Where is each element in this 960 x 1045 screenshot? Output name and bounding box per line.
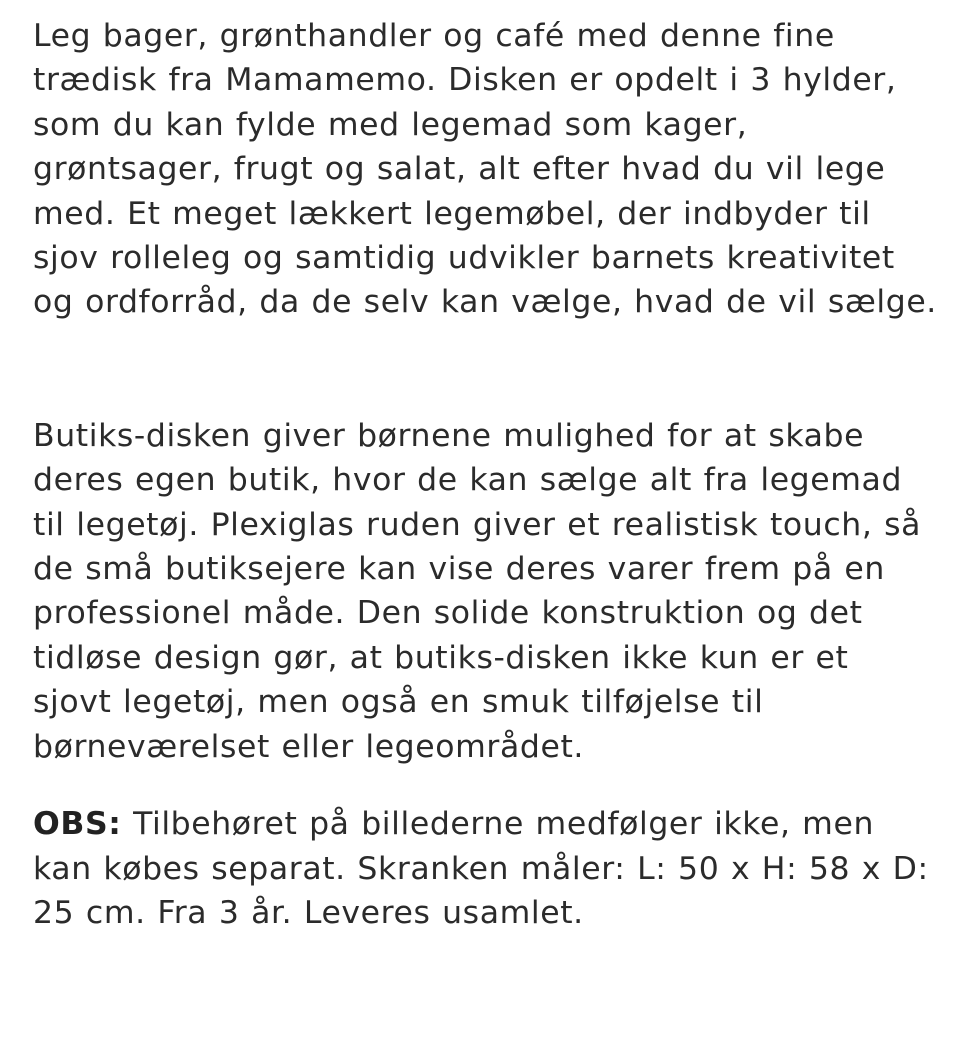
description-paragraph-obs bbox=[33, 802, 938, 935]
obs-text: Tilbehøret på billederne medfølger ikke, men kan købes separat. Skranken måler: L: 50 x H: 58 x D: 25 cm. Fra 3 år. Leveres usamlet. bbox=[33, 806, 929, 931]
description-paragraph-details: Butiks-disken giver børnene mulighed for at skabe deres egen butik, hvor de kan sælge alt fra legemad til legetøj. Plexiglas ruden giver et realistisk touch, så de små butiksejere kan vise deres varer frem på en professionel måde. Den solide konstruktion og det tidløse design gør, at butiks-disken ikke kun er et sjovt legetøj, men også en smuk tilføjelse til børneværelset eller legeområdet. bbox=[33, 417, 921, 765]
obs-label: OBS: bbox=[33, 806, 122, 843]
description-paragraph-intro: Leg bager, grønthandler og café med denne fine trædisk fra Mamamemo. Disken er opdelt i 3 hylder, som du kan fylde med legemad som kager, grøntsager, frugt og salat, alt efter hvad du vil lege med. Et meget lækkert legemøbel, der indbyder til sjov rolleleg og samtidig udvikler barnets kreativitet og ordforråd, da de selv kan vælge, hvad de vil sælge. bbox=[33, 18, 937, 321]
product-description bbox=[33, 14, 938, 935]
